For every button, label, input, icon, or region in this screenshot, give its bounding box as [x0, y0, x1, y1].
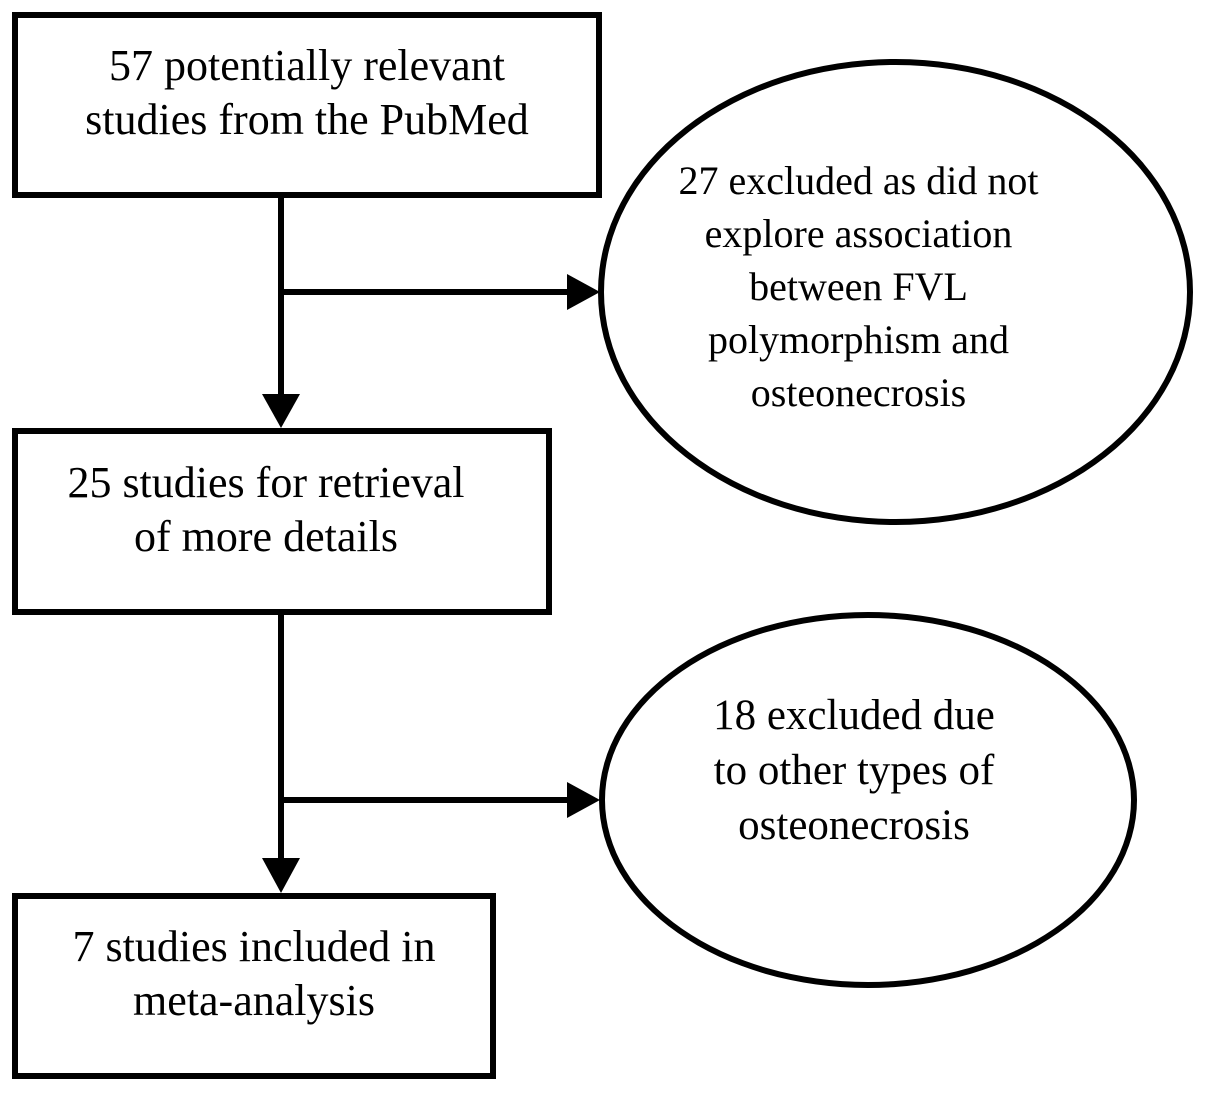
node-pubmed-studies-text [85, 39, 529, 147]
arrowhead-down-icon [262, 394, 300, 428]
text-line: osteonecrosis [738, 801, 970, 849]
node-excluded-no-association-text [679, 154, 1039, 419]
node-meta-analysis-studies-text [73, 920, 436, 1028]
text-line: osteonecrosis [750, 369, 967, 415]
node-retrieval-studies [12, 428, 552, 615]
text-line: meta-analysis [133, 976, 375, 1025]
text-line: explore association [704, 210, 1013, 256]
text-line: 57 potentially relevant [109, 41, 505, 90]
text-line: 18 excluded due [713, 691, 995, 739]
text-line: polymorphism and [707, 316, 1010, 362]
node-pubmed-studies [12, 12, 602, 198]
node-excluded-other-types-text [713, 688, 995, 853]
text-line: to other types of [713, 746, 995, 794]
arrowhead-right-icon [567, 782, 600, 818]
text-line: 25 studies for retrieval [67, 457, 465, 507]
text-line: studies from the PubMed [85, 95, 529, 144]
text-line: of more details [134, 511, 398, 561]
text-line: between FVL [749, 263, 968, 309]
text-line: 7 studies included in [72, 922, 436, 971]
node-meta-analysis-studies [12, 893, 496, 1079]
node-excluded-other-types [599, 612, 1137, 988]
arrowhead-right-icon [567, 274, 600, 310]
text-line: 27 excluded as did not [678, 157, 1039, 203]
node-excluded-no-association [598, 59, 1193, 525]
arrowhead-down-icon [262, 858, 300, 893]
node-retrieval-studies-text [67, 456, 464, 564]
